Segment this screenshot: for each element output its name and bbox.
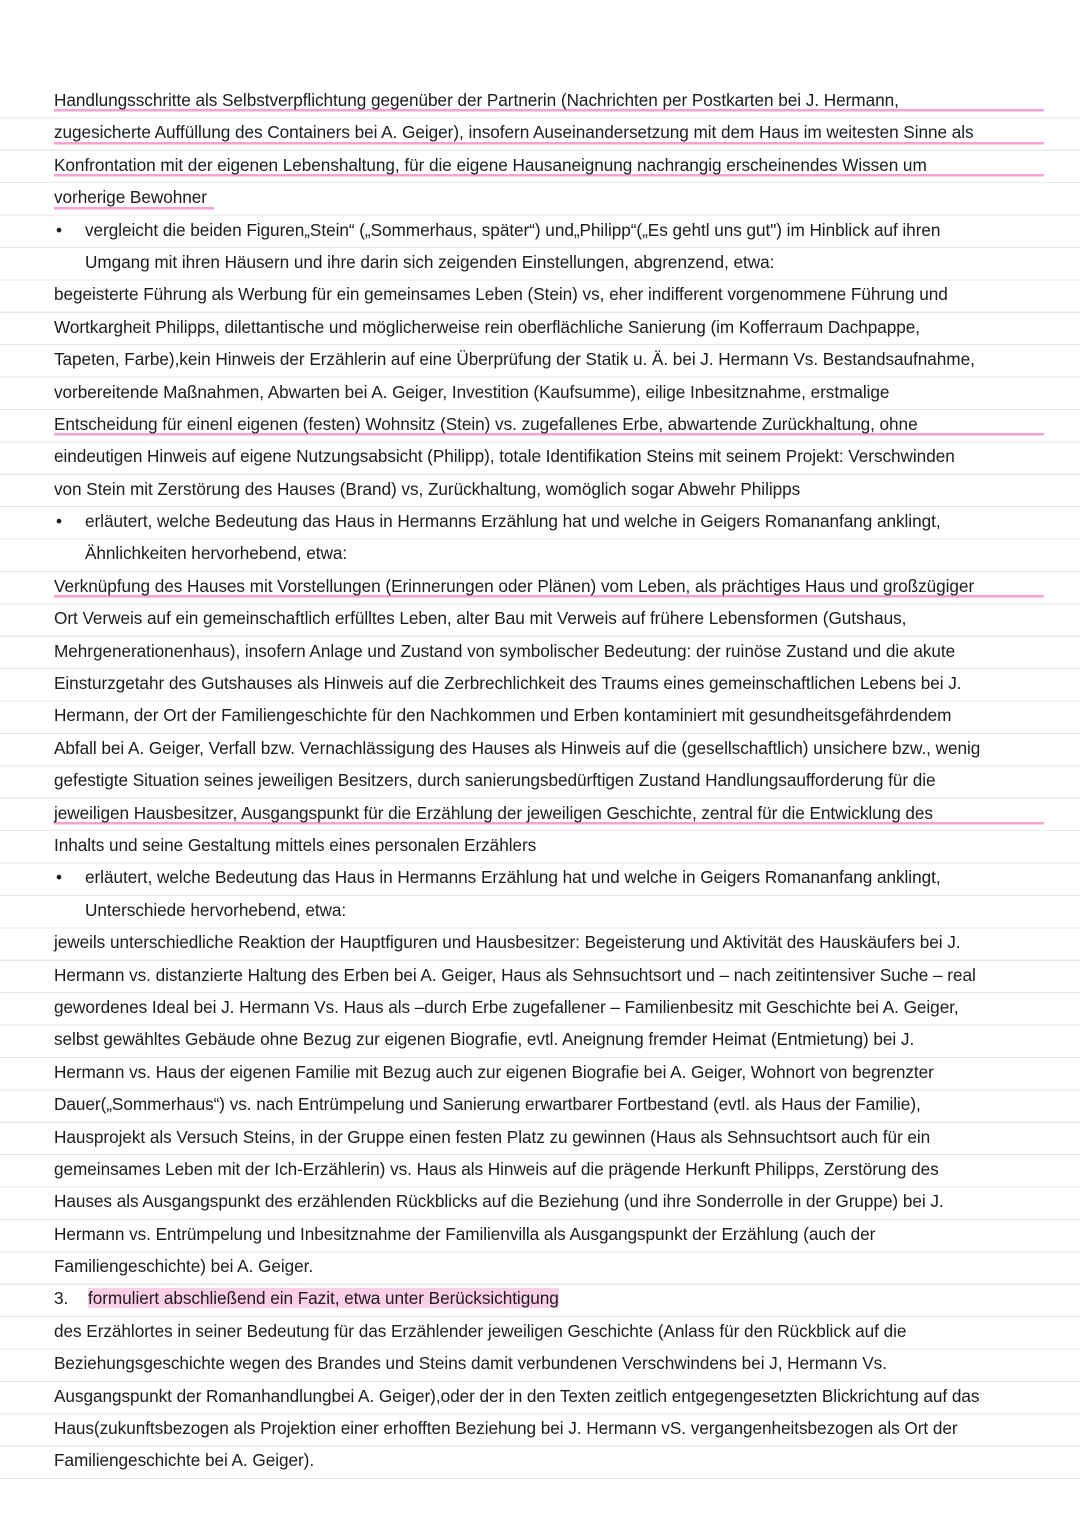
- text-line: selbst gewähltes Gebäude ohne Bezug zur eigenen Biografie, evtl. Aneignung fremder Heimat (Entmietung) bei J.: [54, 1029, 915, 1050]
- text-line: Hausprojekt als Versuch Steins, in der Gruppe einen festen Platz zu gewinnen (Haus als Sehnsuchtsort auch für ein: [54, 1126, 931, 1147]
- text-line: Ort Verweis auf ein gemeinschaftlich erfülltes Leben, alter Bau mit Verweis auf frühere Lebensformen (Gutshaus,: [54, 608, 907, 629]
- text-line: Familiengeschichte bei A. Geiger).: [54, 1450, 315, 1471]
- text-line: Entscheidung für einenl eigenen (festen) Wohnsitz (Stein) vs. zugefallenes Erbe, abwartende Zurückhaltung, ohne: [54, 408, 1044, 440]
- text-line: Handlungsschritte als Selbstverpflichtung gegenüber der Partnerin (Nachrichten per Postkarten bei J. Hermann,: [54, 84, 1044, 116]
- text-line: begeisterte Führung als Werbung für ein gemeinsames Leben (Stein) vs, eher indifferent vorgenommene Führung und: [54, 284, 948, 305]
- text-line: Wortkargheit Philipps, dilettantische und möglicherweise rein oberflächliche Sanierung (im Kofferraum Dachpappe,: [54, 316, 921, 337]
- text-line: von Stein mit Zerstörung des Hauses (Brand) vs, Zurückhaltung, womöglich sogar Abwehr Philipps: [54, 478, 801, 499]
- numbered-item: [54, 1282, 1044, 1314]
- text-line: gemeinsames Leben mit der Ich-Erzählerin) vs. Haus als Hinweis auf die prägende Herkunft Philipps, Zerstörung des: [54, 1158, 939, 1179]
- text-line: Konfrontation mit der eigenen Lebenshaltung, für die eigene Hausaneignung nachrangig erscheinendes Wissen um: [54, 149, 1044, 181]
- text-line: Tapeten, Farbe),kein Hinweis der Erzählerin auf eine Überprüfung der Statik u. Ä. bei J. Hermann Vs. Bestandsaufnahme,: [54, 349, 975, 370]
- bullet-continuation: Ähnlichkeiten hervorhebend, etwa:: [85, 543, 348, 564]
- text-line: Hauses als Ausgangspunkt des erzählenden Rückblicks auf die Beziehung (und ihre Sonderrolle in der Gruppe) bei J.: [54, 1191, 944, 1212]
- text-line: des Erzählortes in seiner Bedeutung für das Erzählender jeweiligen Geschichte (Anlass für den Rückblick auf die: [54, 1320, 907, 1341]
- bullet-icon: •: [56, 511, 62, 532]
- list-number: 3.: [54, 1288, 69, 1309]
- text-line: jeweiligen Hausbesitzer, Ausgangspunkt für die Erzählung der jeweiligen Geschichte, zentral für die Entwicklung des: [54, 797, 1044, 829]
- numbered-item-text: formuliert abschließend ein Fazit, etwa unter Berücksichtigung: [88, 1288, 559, 1309]
- bullet-item: [54, 505, 1044, 537]
- text-line: zugesicherte Auffüllung des Containers bei A. Geiger), insofern Auseinandersetzung mit dem Haus im weitesten Sinne als: [54, 116, 1044, 148]
- bullet-icon: •: [56, 867, 62, 888]
- bullet-continuation: Unterschiede hervorhebend, etwa:: [85, 899, 347, 920]
- bullet-text: erläutert, welche Bedeutung das Haus in Hermanns Erzählung hat und welche in Geigers Romananfang anklingt,: [85, 511, 941, 532]
- text-line: eindeutigen Hinweis auf eigene Nutzungsabsicht (Philipp), totale Identifikation Steins mit seinem Projekt: Verschwinden: [54, 446, 955, 467]
- bullet-icon: •: [56, 219, 62, 240]
- text-line: gefestigte Situation seines jeweiligen Besitzers, durch sanierungsbedürftigen Zustand Handlungsaufforderung für die: [54, 770, 936, 791]
- text-line: Mehrgenerationenhaus), insofern Anlage und Zustand von symbolischer Bedeutung: der ruinöse Zustand und die akute: [54, 640, 956, 661]
- text-line: Haus(zukunftsbezogen als Projektion einer erhofften Beziehung bei J. Hermann vS. vergangenheitsbezogen als Ort der: [54, 1418, 958, 1439]
- text-line: Familiengeschichte) bei A. Geiger.: [54, 1256, 314, 1277]
- bullet-item: [54, 861, 1044, 893]
- text-line: jeweils unterschiedliche Reaktion der Hauptfiguren und Hausbesitzer: Begeisterung und Aktivität des Hauskäufers bei J.: [54, 932, 961, 953]
- text-line: Dauer(„Sommerhaus“) vs. nach Entrümpelung und Sanierung erwartbarer Fortbestand (evtl. als Haus der Familie),: [54, 1094, 921, 1115]
- text-line: Hermann vs. Entrümpelung und Inbesitznahme der Familienvilla als Ausgangspunkt der Erzählung (auch der: [54, 1223, 876, 1244]
- text-line: Einsturzgetahr des Gutshauses als Hinweis auf die Zerbrechlichkeit des Traums eines gemeinschaftlichen Lebens bei J.: [54, 673, 962, 694]
- text-line: Hermann vs. distanzierte Haltung des Erben bei A. Geiger, Haus als Sehnsuchtsort und – nach zeitintensiver Suche – real: [54, 964, 976, 985]
- text-line: Hermann vs. Haus der eigenen Familie mit Bezug auch zur eigenen Biografie bei A. Geiger, Wohnort von begrenzter: [54, 1061, 934, 1082]
- bullet-text: erläutert, welche Bedeutung das Haus in Hermanns Erzählung hat und welche in Geigers Romananfang anklingt,: [85, 867, 941, 888]
- text-line: gewordenes Ideal bei J. Hermann Vs. Haus als –durch Erbe zugefallener – Familienbesitz mit Geschichte bei A. Geiger,: [54, 996, 959, 1017]
- text-line: Verknüpfung des Hauses mit Vorstellungen (Erinnerungen oder Plänen) vom Leben, als prächtiges Haus und großzügiger: [54, 570, 1044, 602]
- document-body: [54, 84, 1044, 1477]
- bullet-text: vergleicht die beiden Figuren„Stein“ („Sommerhaus, später“) und„Philipp“(„Es gehtl uns gut") im Hinblick auf ihren: [85, 219, 941, 240]
- text-line: Ausgangspunkt der Romanhandlungbei A. Geiger),oder der in den Texten zeitlich entgegengesetzten Blickrichtung auf das: [54, 1385, 980, 1406]
- bullet-item: [54, 214, 1044, 246]
- text-line: Hermann, der Ort der Familiengeschichte für den Nachkommen und Erben kontaminiert mit gesundheitsgefährdendem: [54, 705, 952, 726]
- bullet-continuation: Umgang mit ihren Häusern und ihre darin sich zeigenden Einstellungen, abgrenzend, etwa:: [85, 251, 775, 272]
- text-line: Abfall bei A. Geiger, Verfall bzw. Vernachlässigung des Hauses als Hinweis auf die (gesellschaftlich) unsichere bzw., wenig: [54, 737, 981, 758]
- text-line: Inhalts und seine Gestaltung mittels eines personalen Erzählers: [54, 834, 537, 855]
- text-line: Beziehungsgeschichte wegen des Brandes und Steins damit verbundenen Verschwindens bei J, Hermann Vs.: [54, 1353, 887, 1374]
- text-line: vorbereitende Maßnahmen, Abwarten bei A. Geiger, Investition (Kaufsumme), eilige Inbesitznahme, erstmalige: [54, 381, 890, 402]
- text-line: vorherige Bewohner: [54, 181, 214, 213]
